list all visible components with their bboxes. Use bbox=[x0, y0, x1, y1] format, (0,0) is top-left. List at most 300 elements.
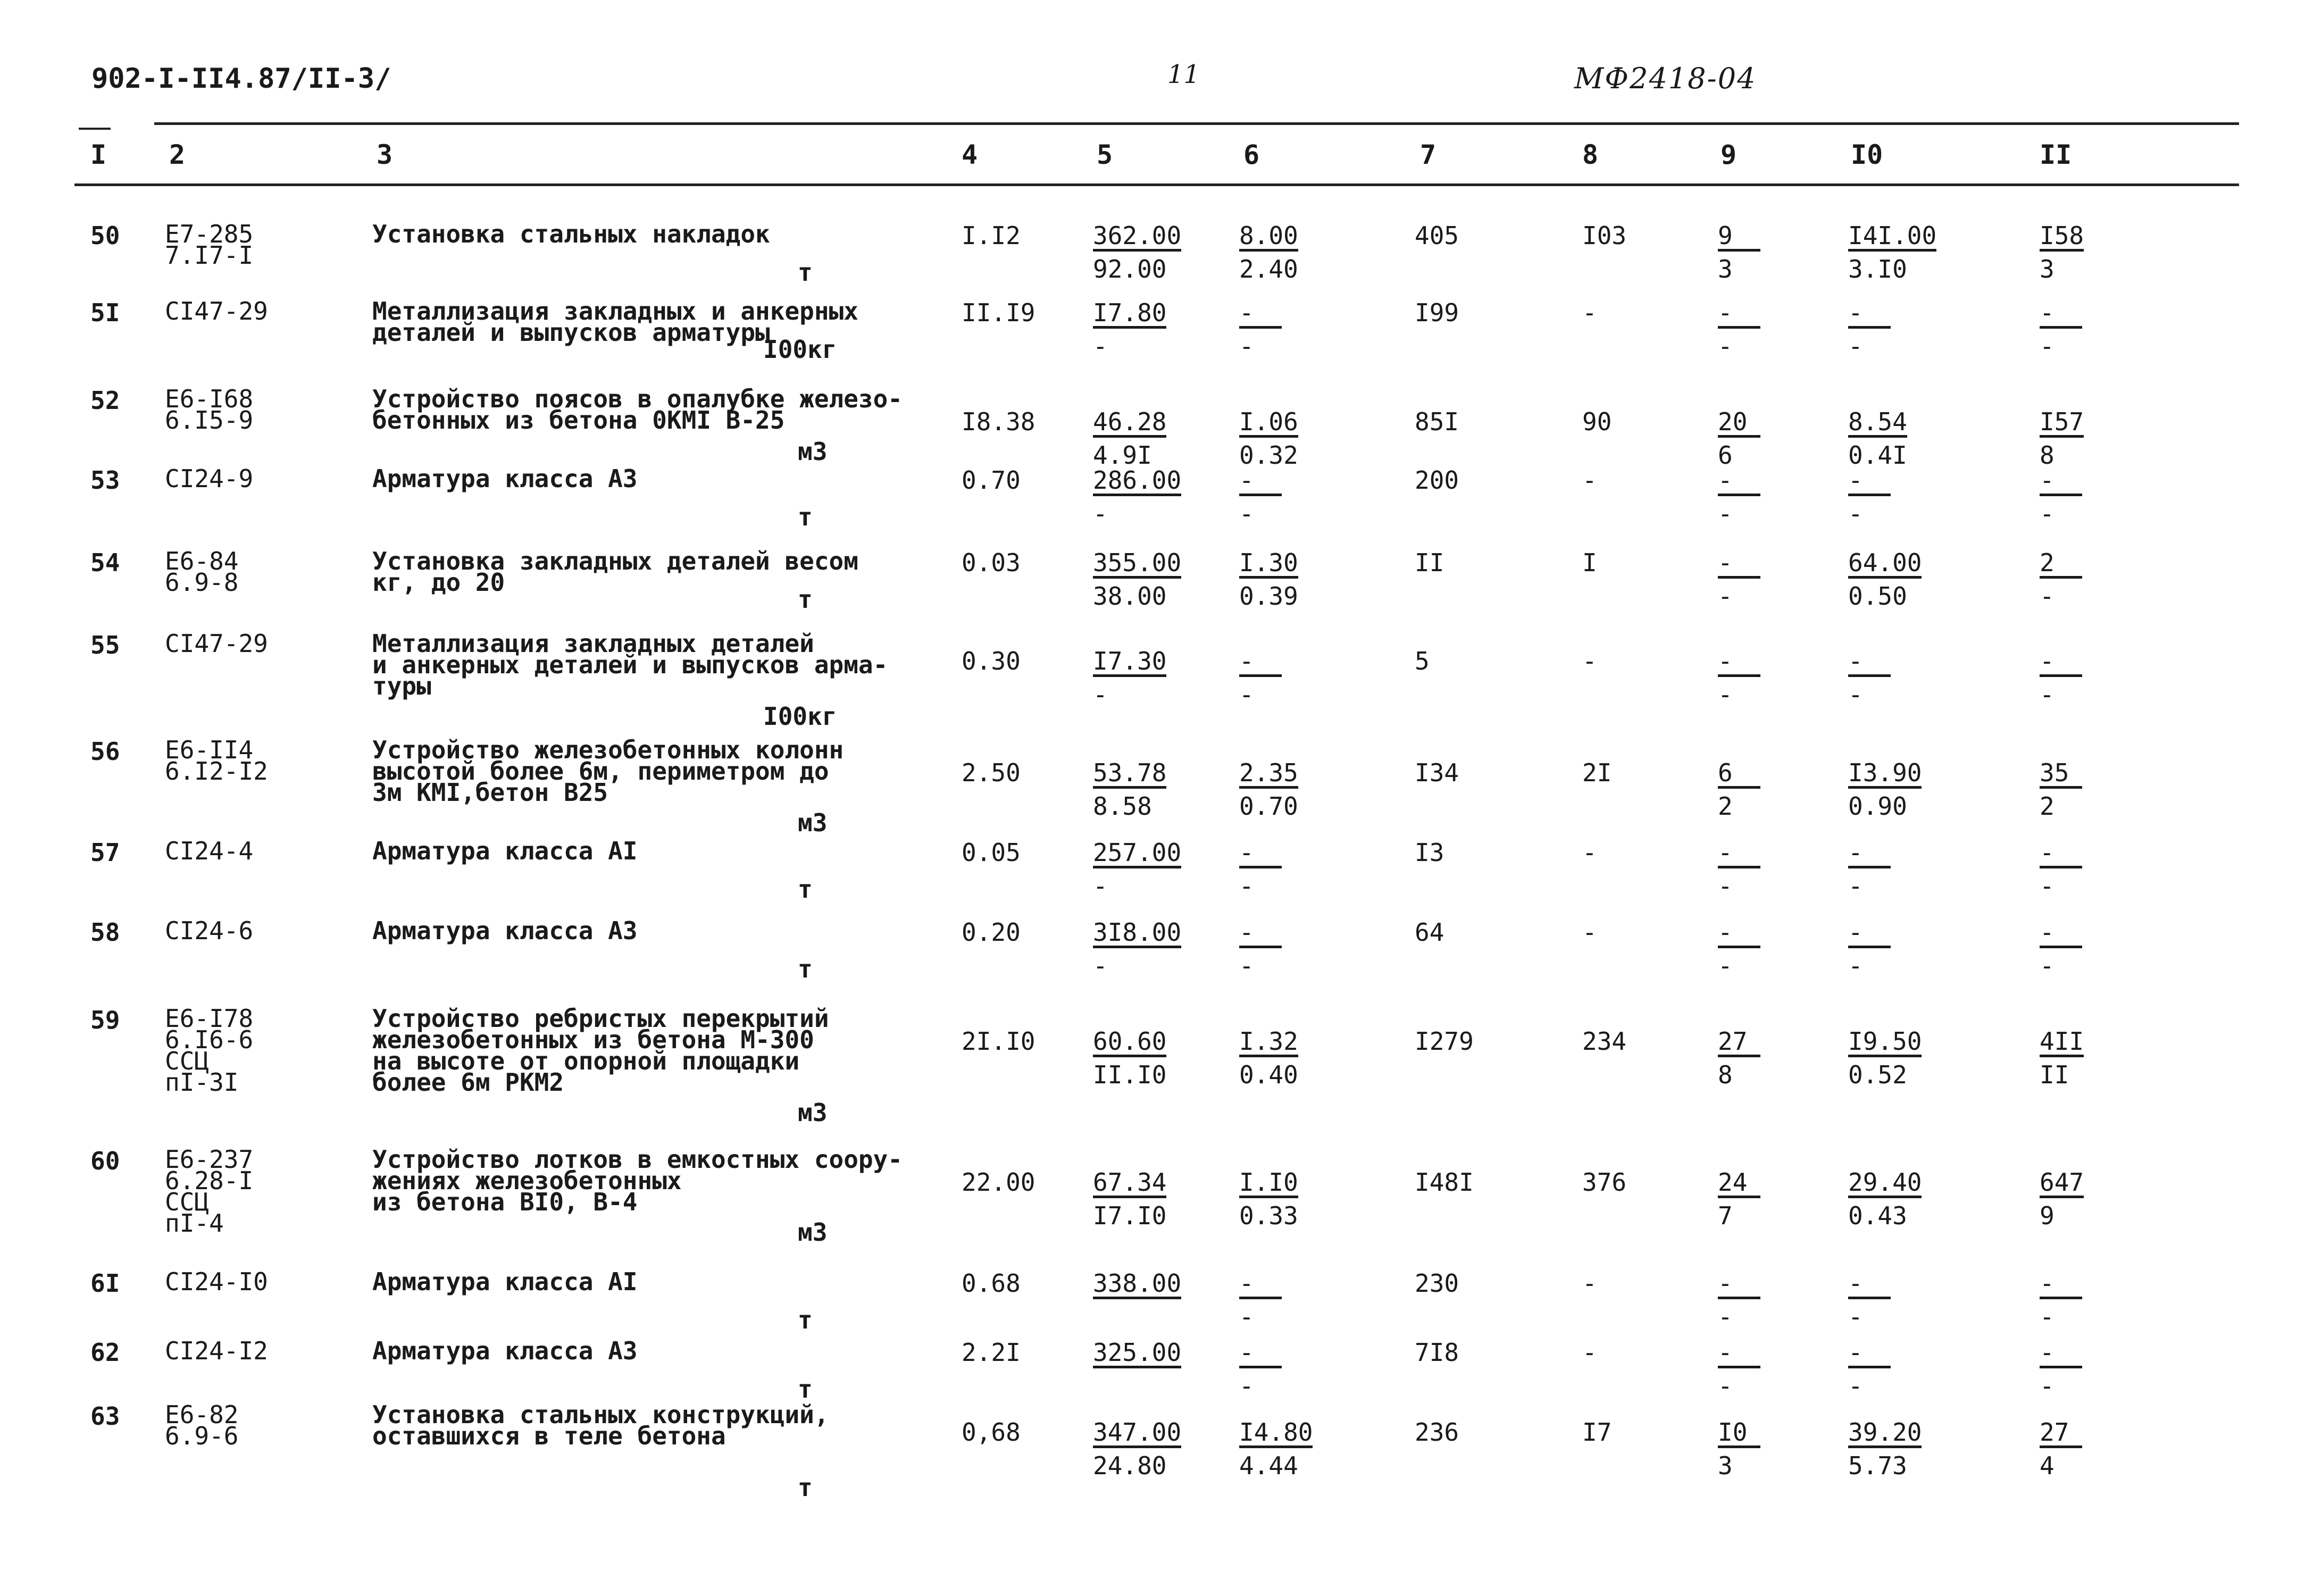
work-name bbox=[372, 1400, 904, 1450]
fraction-numerator: 53.78 bbox=[1093, 761, 1166, 789]
fraction-denominator: 3 bbox=[1718, 1451, 1733, 1480]
fraction-numerator: 60.60 bbox=[1093, 1029, 1166, 1057]
fraction-denominator: - bbox=[1848, 332, 1863, 361]
fraction-numerator: - bbox=[1848, 300, 1891, 329]
work-name-line: Устройство лотков в емкостных соору- bbox=[372, 1145, 903, 1174]
fraction-numerator: - bbox=[1718, 550, 1760, 579]
unit-of-measure: т bbox=[798, 1375, 813, 1403]
fraction-c9 bbox=[1718, 920, 1760, 978]
resource-code-line: ССЦ bbox=[165, 1188, 210, 1216]
resource-code-line: E6-I78 bbox=[165, 1004, 254, 1033]
fraction-c10 bbox=[1848, 548, 1922, 611]
work-name-line: Арматура класса А3 bbox=[372, 916, 638, 945]
fraction-c10 bbox=[1848, 1340, 1891, 1398]
fraction-c6 bbox=[1239, 548, 1298, 611]
fraction-numerator: 4II bbox=[2040, 1029, 2084, 1057]
column-header-4: 4 bbox=[962, 139, 978, 170]
fraction-denominator: - bbox=[1848, 1372, 1863, 1400]
fraction-numerator: 355.00 bbox=[1093, 550, 1181, 579]
wage-cost: - bbox=[1582, 298, 1597, 327]
fraction-numerator: 9 bbox=[1718, 223, 1760, 252]
fraction-denominator: - bbox=[2040, 872, 2055, 900]
unit-of-measure: м3 bbox=[798, 437, 828, 466]
quantity: 0.68 bbox=[962, 1269, 1021, 1298]
wage-cost: 376 bbox=[1582, 1168, 1627, 1197]
fraction-denominator: 4.9I bbox=[1093, 441, 1152, 470]
fraction-numerator: I57 bbox=[2040, 410, 2084, 438]
fraction-numerator: 24 bbox=[1718, 1170, 1760, 1198]
fraction-denominator: 2.40 bbox=[1239, 255, 1298, 283]
fraction-numerator: - bbox=[1239, 468, 1282, 496]
fraction-denominator: 0.4I bbox=[1848, 441, 1907, 470]
fraction-numerator: - bbox=[1718, 649, 1760, 677]
resource-code bbox=[165, 1336, 268, 1365]
resource-code-line: E6-82 bbox=[165, 1400, 239, 1429]
fraction-numerator: - bbox=[1718, 840, 1760, 868]
column-header-3: 3 bbox=[377, 139, 393, 170]
fraction-c10 bbox=[1848, 298, 1891, 361]
total-cost: 236 bbox=[1415, 1418, 1459, 1447]
fraction-denominator: - bbox=[2040, 499, 2055, 528]
resource-code-line: CI24-I0 bbox=[165, 1267, 268, 1296]
fraction-numerator: 35 bbox=[2040, 761, 2082, 789]
fraction-c5 bbox=[1093, 548, 1182, 611]
archive-mark: МФ2418-04 bbox=[1574, 62, 1757, 95]
wage-cost: 90 bbox=[1582, 407, 1612, 436]
fraction-numerator: - bbox=[1239, 649, 1282, 677]
work-name-line: и анкерных деталей и выпусков арма- bbox=[372, 650, 888, 679]
resource-code-line: 7.I7-I bbox=[165, 241, 254, 270]
wage-cost: I bbox=[1582, 548, 1597, 577]
row-number: 57 bbox=[90, 838, 120, 867]
fraction-c11 bbox=[2040, 920, 2082, 978]
work-name-line: 3м КМI,бетон В25 bbox=[372, 778, 608, 807]
total-cost: II bbox=[1415, 548, 1444, 577]
fraction-denominator: - bbox=[1093, 872, 1108, 900]
quantity: 2.2I bbox=[962, 1338, 1021, 1367]
resource-code bbox=[165, 837, 254, 865]
fraction-denominator: - bbox=[1848, 499, 1863, 528]
fraction-c6 bbox=[1239, 1029, 1298, 1087]
fraction-denominator: - bbox=[1239, 1302, 1254, 1331]
document-code: 902-I-II4.87/II-3/ bbox=[91, 63, 391, 95]
quantity: 0.70 bbox=[962, 466, 1021, 495]
fraction-denominator bbox=[1093, 1368, 1181, 1398]
fraction-c5 bbox=[1093, 920, 1181, 978]
fraction-c6 bbox=[1239, 758, 1298, 821]
fraction-denominator: 3 bbox=[2040, 255, 2055, 283]
fraction-c10 bbox=[1848, 1271, 1891, 1329]
fraction-denominator: 0.32 bbox=[1239, 441, 1298, 470]
resource-code bbox=[165, 547, 239, 597]
fraction-numerator: I3.90 bbox=[1848, 761, 1922, 789]
row-number: 63 bbox=[90, 1402, 120, 1431]
fraction-numerator: 27 bbox=[2040, 1420, 2082, 1448]
fraction-c9 bbox=[1718, 298, 1760, 361]
fraction-denominator: 5.73 bbox=[1848, 1451, 1907, 1480]
fraction-denominator: - bbox=[1718, 1372, 1733, 1400]
fraction-c5 bbox=[1093, 1271, 1181, 1329]
fraction-denominator: - bbox=[1093, 680, 1108, 709]
fraction-denominator: 6 bbox=[1718, 441, 1733, 470]
fraction-c9 bbox=[1718, 1271, 1760, 1329]
resource-code-line: 6.9-8 bbox=[165, 568, 239, 597]
work-name-line: Металлизация закладных и анкерных bbox=[372, 297, 858, 325]
fraction-denominator: - bbox=[2040, 1372, 2055, 1400]
fraction-c11 bbox=[2040, 758, 2082, 821]
fraction-denominator: - bbox=[2040, 1302, 2055, 1331]
fraction-denominator: - bbox=[1093, 951, 1108, 980]
fraction-c11 bbox=[2040, 1420, 2082, 1478]
fraction-denominator: - bbox=[1093, 332, 1108, 361]
quantity: 2.50 bbox=[962, 758, 1021, 787]
fraction-denominator: 0.39 bbox=[1239, 582, 1298, 611]
resource-code-line: CI47-29 bbox=[165, 297, 268, 325]
wage-cost: 2I bbox=[1582, 758, 1612, 787]
fraction-c10 bbox=[1848, 649, 1891, 707]
fraction-c11 bbox=[2040, 468, 2082, 526]
column-header-1: I bbox=[90, 139, 107, 170]
work-name-line: Установка стальных конструкций, bbox=[372, 1400, 829, 1429]
fraction-c9 bbox=[1718, 1420, 1760, 1478]
unit-of-measure: т bbox=[798, 585, 813, 614]
fraction-denominator: - bbox=[1718, 499, 1733, 528]
fraction-denominator: 9 bbox=[2040, 1201, 2055, 1230]
work-name-line: Арматура класса АI bbox=[372, 837, 638, 865]
fraction-numerator: - bbox=[1848, 1271, 1891, 1299]
fraction-numerator: I4I.00 bbox=[1848, 223, 1936, 252]
fraction-c6 bbox=[1239, 1271, 1282, 1329]
work-name bbox=[372, 385, 904, 434]
fraction-denominator: 7 bbox=[1718, 1201, 1733, 1230]
quantity: 0.03 bbox=[962, 548, 1021, 577]
fraction-denominator: - bbox=[1718, 680, 1733, 709]
quantity: I8.38 bbox=[962, 407, 1035, 436]
fraction-c9 bbox=[1718, 407, 1760, 470]
quantity: 22.00 bbox=[962, 1168, 1035, 1197]
column-header-11: II bbox=[2040, 139, 2072, 170]
row-number: 50 bbox=[90, 221, 120, 250]
wage-cost: - bbox=[1582, 1269, 1597, 1298]
fraction-numerator: 286.00 bbox=[1093, 468, 1181, 496]
work-name-line: деталей и выпусков арматуры bbox=[372, 318, 770, 347]
row-number: 52 bbox=[90, 386, 120, 415]
fraction-c10 bbox=[1848, 468, 1891, 526]
fraction-c6 bbox=[1239, 1420, 1313, 1478]
work-name bbox=[372, 1145, 904, 1216]
page-number: 11 bbox=[1167, 60, 1200, 89]
resource-code-line: CI24-9 bbox=[165, 464, 254, 493]
resource-code-line: CI47-29 bbox=[165, 629, 268, 658]
fraction-numerator: I9.50 bbox=[1848, 1029, 1922, 1057]
column-header-6: 6 bbox=[1243, 139, 1260, 170]
total-cost: 200 bbox=[1415, 466, 1459, 495]
row-number: 56 bbox=[90, 737, 120, 766]
work-name bbox=[372, 1336, 904, 1365]
work-name bbox=[372, 1004, 904, 1097]
total-cost: I3 bbox=[1415, 838, 1444, 867]
fraction-numerator: - bbox=[1718, 1271, 1760, 1299]
fraction-numerator: 362.00 bbox=[1093, 223, 1181, 252]
fraction-c10 bbox=[1848, 840, 1891, 898]
fraction-numerator: - bbox=[1718, 1340, 1760, 1368]
resource-code bbox=[165, 297, 268, 325]
fraction-numerator: I.32 bbox=[1239, 1029, 1298, 1057]
fraction-c11 bbox=[2040, 548, 2082, 611]
quantity: 0,68 bbox=[962, 1418, 1021, 1447]
fraction-denominator: - bbox=[1718, 582, 1733, 611]
fraction-numerator: - bbox=[1239, 840, 1282, 868]
column-header-8: 8 bbox=[1582, 139, 1599, 170]
fraction-c6 bbox=[1239, 223, 1298, 281]
row-number: 5I bbox=[90, 298, 120, 327]
fraction-c11 bbox=[2040, 223, 2084, 281]
fraction-c11 bbox=[2040, 1170, 2084, 1228]
fraction-numerator: 20 bbox=[1718, 410, 1760, 438]
top-rule-left bbox=[79, 128, 111, 130]
fraction-c9 bbox=[1718, 223, 1760, 281]
fraction-numerator: - bbox=[2040, 1271, 2082, 1299]
resource-code-line: CI24-6 bbox=[165, 916, 254, 945]
fraction-c5 bbox=[1093, 223, 1181, 281]
resource-code-line: E6-I68 bbox=[165, 385, 254, 413]
fraction-numerator: I4.80 bbox=[1239, 1420, 1313, 1448]
fraction-c6 bbox=[1239, 1340, 1282, 1398]
work-name-line: Металлизация закладных деталей bbox=[372, 629, 814, 658]
work-name-line: бетонных из бетона 0КМI В-25 bbox=[372, 406, 785, 434]
fraction-numerator: - bbox=[2040, 300, 2082, 329]
wage-cost: - bbox=[1582, 1338, 1597, 1367]
fraction-numerator: - bbox=[2040, 1340, 2082, 1368]
resource-code-line: пI-4 bbox=[165, 1209, 224, 1238]
resource-code bbox=[165, 736, 268, 786]
fraction-c11 bbox=[2040, 1340, 2082, 1398]
fraction-c10 bbox=[1848, 223, 1936, 281]
fraction-numerator: I0 bbox=[1718, 1420, 1760, 1448]
fraction-denominator: 0.50 bbox=[1848, 582, 1907, 611]
total-cost: I34 bbox=[1415, 758, 1459, 787]
fraction-c6 bbox=[1239, 468, 1282, 526]
fraction-denominator: 24.80 bbox=[1093, 1451, 1167, 1480]
fraction-c6 bbox=[1239, 407, 1298, 470]
fraction-numerator: I.I0 bbox=[1239, 1170, 1298, 1198]
fraction-numerator: - bbox=[2040, 840, 2082, 868]
fraction-c9 bbox=[1718, 840, 1760, 898]
fraction-c6 bbox=[1239, 649, 1282, 707]
fraction-c11 bbox=[2040, 1271, 2082, 1329]
work-name-line: Арматура класса А3 bbox=[372, 464, 638, 493]
fraction-c5 bbox=[1093, 298, 1167, 361]
fraction-denominator: - bbox=[2040, 582, 2055, 611]
header-rule bbox=[74, 183, 2239, 186]
fraction-c10 bbox=[1848, 1029, 1922, 1087]
resource-code bbox=[165, 1145, 254, 1238]
unit-of-measure: т bbox=[798, 503, 813, 531]
fraction-c5 bbox=[1093, 1420, 1181, 1478]
work-name-line: Арматура класса АI bbox=[372, 1267, 638, 1296]
row-number: 59 bbox=[90, 1006, 120, 1034]
fraction-denominator: - bbox=[1093, 499, 1108, 528]
quantity: 0.20 bbox=[962, 918, 1021, 947]
fraction-denominator: - bbox=[1848, 1302, 1863, 1331]
fraction-denominator: - bbox=[2040, 951, 2055, 980]
quantity: I.I2 bbox=[962, 221, 1021, 250]
fraction-numerator: 338.00 bbox=[1093, 1271, 1181, 1299]
fraction-numerator: I7.80 bbox=[1093, 300, 1166, 329]
fraction-c11 bbox=[2040, 840, 2082, 898]
fraction-numerator: - bbox=[1848, 1340, 1891, 1368]
resource-code-line: 6.28-I bbox=[165, 1166, 254, 1195]
fraction-denominator: 92.00 bbox=[1093, 255, 1167, 283]
fraction-numerator: 647 bbox=[2040, 1170, 2084, 1198]
unit-of-measure: т bbox=[798, 1473, 813, 1502]
total-cost: 405 bbox=[1415, 221, 1459, 250]
column-header-5: 5 bbox=[1097, 139, 1113, 170]
quantity: II.I9 bbox=[962, 298, 1035, 327]
work-name-line: Арматура класса А3 bbox=[372, 1336, 638, 1365]
column-header-10: I0 bbox=[1851, 139, 1883, 170]
fraction-c10 bbox=[1848, 920, 1891, 978]
fraction-c5 bbox=[1093, 1340, 1181, 1398]
fraction-denominator: I7.I0 bbox=[1093, 1201, 1167, 1230]
work-name-line: на высоте от опорной площадки bbox=[372, 1047, 800, 1075]
wage-cost: - bbox=[1582, 838, 1597, 867]
resource-code bbox=[165, 220, 254, 270]
row-number: 54 bbox=[90, 548, 120, 577]
resource-code-line: 6.I2-I2 bbox=[165, 757, 268, 786]
row-number: 62 bbox=[90, 1338, 120, 1367]
unit-of-measure: м3 bbox=[798, 1218, 828, 1247]
fraction-denominator: 0.40 bbox=[1239, 1060, 1298, 1089]
fraction-c10 bbox=[1848, 407, 1907, 470]
fraction-denominator: - bbox=[1239, 680, 1254, 709]
resource-code-line: 6.9-6 bbox=[165, 1422, 239, 1450]
work-name-line: Установка закладных деталей весом bbox=[372, 547, 858, 575]
work-name-line: Устройство железобетонных колонн bbox=[372, 736, 844, 764]
fraction-denominator: - bbox=[1239, 499, 1254, 528]
fraction-c6 bbox=[1239, 298, 1282, 361]
fraction-denominator: 0.70 bbox=[1239, 792, 1298, 821]
fraction-c6 bbox=[1239, 840, 1282, 898]
fraction-numerator: 325.00 bbox=[1093, 1340, 1181, 1368]
fraction-denominator: 0.43 bbox=[1848, 1201, 1907, 1230]
fraction-denominator: - bbox=[1848, 951, 1863, 980]
fraction-c9 bbox=[1718, 548, 1760, 611]
unit-of-measure: т bbox=[798, 258, 813, 287]
fraction-numerator: - bbox=[1718, 468, 1760, 496]
row-number: 60 bbox=[90, 1147, 120, 1175]
resource-code-line: E7-285 bbox=[165, 220, 254, 248]
total-cost: I99 bbox=[1415, 298, 1459, 327]
fraction-numerator: 46.28 bbox=[1093, 410, 1166, 438]
fraction-numerator: I7.30 bbox=[1093, 649, 1166, 677]
unit-of-measure: м3 bbox=[798, 808, 828, 837]
fraction-denominator: 8 bbox=[2040, 441, 2055, 470]
work-name-line: оставшихся в теле бетона bbox=[372, 1422, 726, 1450]
work-name-line: жениях железобетонных bbox=[372, 1166, 682, 1195]
fraction-denominator: - bbox=[1848, 872, 1863, 900]
fraction-denominator: 38.00 bbox=[1093, 582, 1167, 611]
resource-code-line: ССЦ bbox=[165, 1047, 210, 1075]
fraction-numerator: I.30 bbox=[1239, 550, 1298, 579]
wage-cost: - bbox=[1582, 466, 1597, 495]
total-cost: 85I bbox=[1415, 407, 1459, 436]
fraction-denominator: - bbox=[2040, 680, 2055, 709]
resource-code bbox=[165, 1400, 239, 1450]
fraction-numerator: 39.20 bbox=[1848, 1420, 1922, 1448]
row-number: 58 bbox=[90, 918, 120, 947]
fraction-numerator: - bbox=[1239, 1271, 1282, 1299]
resource-code-line: E6-237 bbox=[165, 1145, 254, 1174]
resource-code bbox=[165, 464, 254, 493]
fraction-numerator: - bbox=[1718, 920, 1760, 948]
resource-code-line: CI24-4 bbox=[165, 837, 254, 865]
fraction-c6 bbox=[1239, 920, 1282, 978]
fraction-numerator: - bbox=[1848, 649, 1891, 677]
fraction-c11 bbox=[2040, 1029, 2084, 1087]
fraction-denominator: 0.90 bbox=[1848, 792, 1907, 821]
wage-cost: I03 bbox=[1582, 221, 1627, 250]
fraction-c11 bbox=[2040, 298, 2082, 361]
resource-code-line: пI-3I bbox=[165, 1068, 239, 1097]
wage-cost: I7 bbox=[1582, 1418, 1612, 1447]
fraction-denominator: - bbox=[1718, 332, 1733, 361]
resource-code-line: E6-II4 bbox=[165, 736, 254, 764]
fraction-c9 bbox=[1718, 1340, 1760, 1398]
unit-of-measure: т bbox=[798, 1306, 813, 1334]
resource-code bbox=[165, 385, 254, 434]
work-name bbox=[372, 1267, 904, 1296]
resource-code bbox=[165, 1004, 254, 1097]
fraction-denominator: - bbox=[1718, 951, 1733, 980]
fraction-c10 bbox=[1848, 1420, 1922, 1478]
fraction-c5 bbox=[1093, 649, 1166, 707]
row-number: 53 bbox=[90, 466, 120, 495]
fraction-denominator: - bbox=[1239, 951, 1254, 980]
fraction-c11 bbox=[2040, 407, 2084, 470]
work-name-line: более 6м РКМ2 bbox=[372, 1068, 564, 1097]
fraction-numerator: 64.00 bbox=[1848, 550, 1922, 579]
column-header-9: 9 bbox=[1721, 139, 1737, 170]
resource-code bbox=[165, 916, 254, 945]
fraction-denominator: II bbox=[2040, 1060, 2069, 1089]
work-name bbox=[372, 464, 904, 493]
fraction-denominator: 3 bbox=[1718, 255, 1733, 283]
fraction-numerator: - bbox=[1848, 920, 1891, 948]
column-header-7: 7 bbox=[1420, 139, 1437, 170]
fraction-denominator: - bbox=[1239, 1372, 1254, 1400]
fraction-numerator: 27 bbox=[1718, 1029, 1760, 1057]
resource-code bbox=[165, 629, 268, 658]
fraction-denominator: 0.52 bbox=[1848, 1060, 1907, 1089]
fraction-denominator: - bbox=[1239, 332, 1254, 361]
fraction-denominator: - bbox=[2040, 332, 2055, 361]
fraction-numerator: 8.54 bbox=[1848, 410, 1907, 438]
fraction-c6 bbox=[1239, 1170, 1298, 1228]
fraction-denominator: 0.33 bbox=[1239, 1201, 1298, 1230]
resource-code-line: 6.I5-9 bbox=[165, 406, 254, 434]
work-name-line: Устройство поясов в опалубке железо- bbox=[372, 385, 903, 413]
wage-cost: - bbox=[1582, 918, 1597, 947]
fraction-c5 bbox=[1093, 407, 1167, 470]
work-name-line: железобетонных из бетона М-300 bbox=[372, 1025, 814, 1054]
column-header-2: 2 bbox=[169, 139, 186, 170]
work-name-line: высотой более 6м, периметром до bbox=[372, 757, 829, 786]
fraction-numerator: - bbox=[2040, 649, 2082, 677]
work-name bbox=[372, 220, 904, 248]
fraction-numerator: 3I8.00 bbox=[1093, 920, 1181, 948]
fraction-numerator: 347.00 bbox=[1093, 1420, 1181, 1448]
